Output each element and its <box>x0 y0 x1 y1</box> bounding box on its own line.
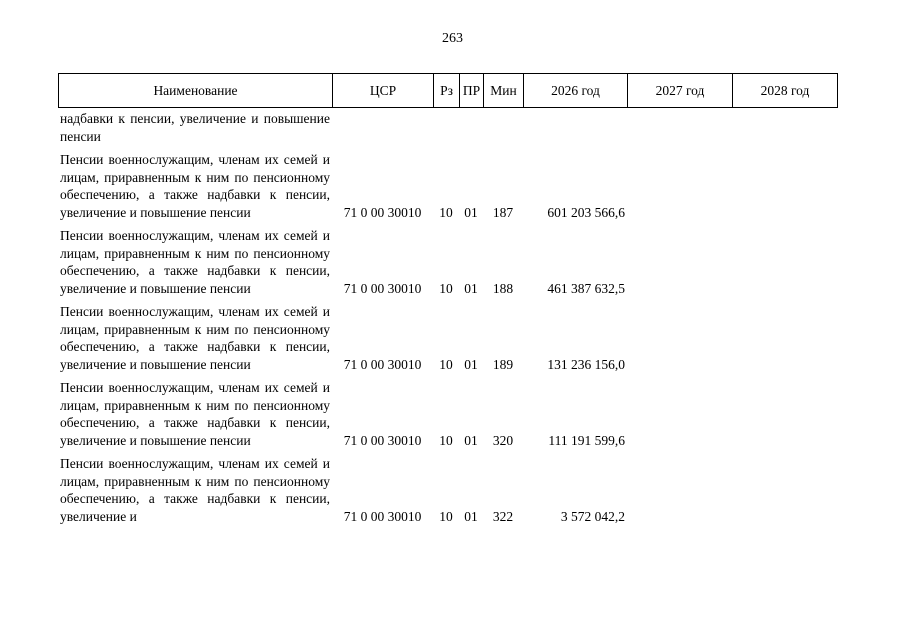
cell-min: 187 <box>492 204 514 220</box>
cell-2026: 3 572 042,2 <box>560 508 625 524</box>
cell-csr: 71 0 00 30010 <box>343 508 422 524</box>
header-name: Наименование <box>59 74 333 107</box>
table-row <box>58 110 838 145</box>
cell-rz: 10 <box>439 204 453 220</box>
cell-name: Пенсии военнослужащим, членам их семей и лицам, приравненным к ним по пенсионному обеспечению, а также надбавки к пенсии, увеличение и повышение пенсии <box>60 380 330 448</box>
header-rz: Рз <box>434 74 460 107</box>
header-min: Мин <box>484 74 524 107</box>
cell-rz: 10 <box>439 280 453 296</box>
cell-min: 189 <box>492 356 514 372</box>
cell-pr: 01 <box>464 508 478 524</box>
cell-name: Пенсии военнослужащим, членам их семей и лицам, приравненным к ним по пенсионному обеспечению, а также надбавки к пенсии, увеличение и повышение пенсии <box>60 304 330 372</box>
cell-pr: 01 <box>464 356 478 372</box>
page-number: 263 <box>442 31 463 46</box>
cell-2026: 461 387 632,5 <box>547 280 625 296</box>
cell-pr: 01 <box>464 280 478 296</box>
cell-name: надбавки к пенсии, увеличение и повышение пенсии <box>60 111 330 144</box>
cell-min: 188 <box>492 280 514 296</box>
cell-min: 322 <box>492 508 514 524</box>
header-2026: 2026 год <box>524 74 628 107</box>
table-header <box>58 73 838 108</box>
table-row <box>58 151 838 221</box>
cell-name: Пенсии военнослужащим, членам их семей и лицам, приравненным к ним по пенсионному обеспечению, а также надбавки к пенсии, увеличение и повышение пенсии <box>60 228 330 296</box>
cell-min: 320 <box>492 432 514 448</box>
cell-2026: 111 191 599,6 <box>548 432 625 448</box>
cell-csr: 71 0 00 30010 <box>343 204 422 220</box>
cell-rz: 10 <box>439 508 453 524</box>
table-body <box>58 110 838 531</box>
cell-pr: 01 <box>464 204 478 220</box>
cell-pr: 01 <box>464 432 478 448</box>
cell-rz: 10 <box>439 432 453 448</box>
table-row <box>58 303 838 373</box>
cell-name: Пенсии военнослужащим, членам их семей и лицам, приравненным к ним по пенсионному обеспечению, а также надбавки к пенсии, увеличение и <box>60 456 330 524</box>
table-row <box>58 227 838 297</box>
table-row <box>58 379 838 449</box>
header-2028: 2028 год <box>760 82 810 98</box>
header-2027: 2027 год <box>628 74 733 107</box>
cell-2026: 131 236 156,0 <box>547 356 625 372</box>
header-csr: ЦСР <box>333 74 434 107</box>
cell-name: Пенсии военнослужащим, членам их семей и лицам, приравненным к ним по пенсионному обеспечению, а также надбавки к пенсии, увеличение и повышение пенсии <box>60 152 330 220</box>
cell-csr: 71 0 00 30010 <box>343 280 422 296</box>
table-row <box>58 455 838 525</box>
header-pr: ПР <box>460 74 484 107</box>
cell-2026: 601 203 566,6 <box>547 204 625 220</box>
cell-csr: 71 0 00 30010 <box>343 356 422 372</box>
cell-csr: 71 0 00 30010 <box>343 432 422 448</box>
cell-rz: 10 <box>439 356 453 372</box>
